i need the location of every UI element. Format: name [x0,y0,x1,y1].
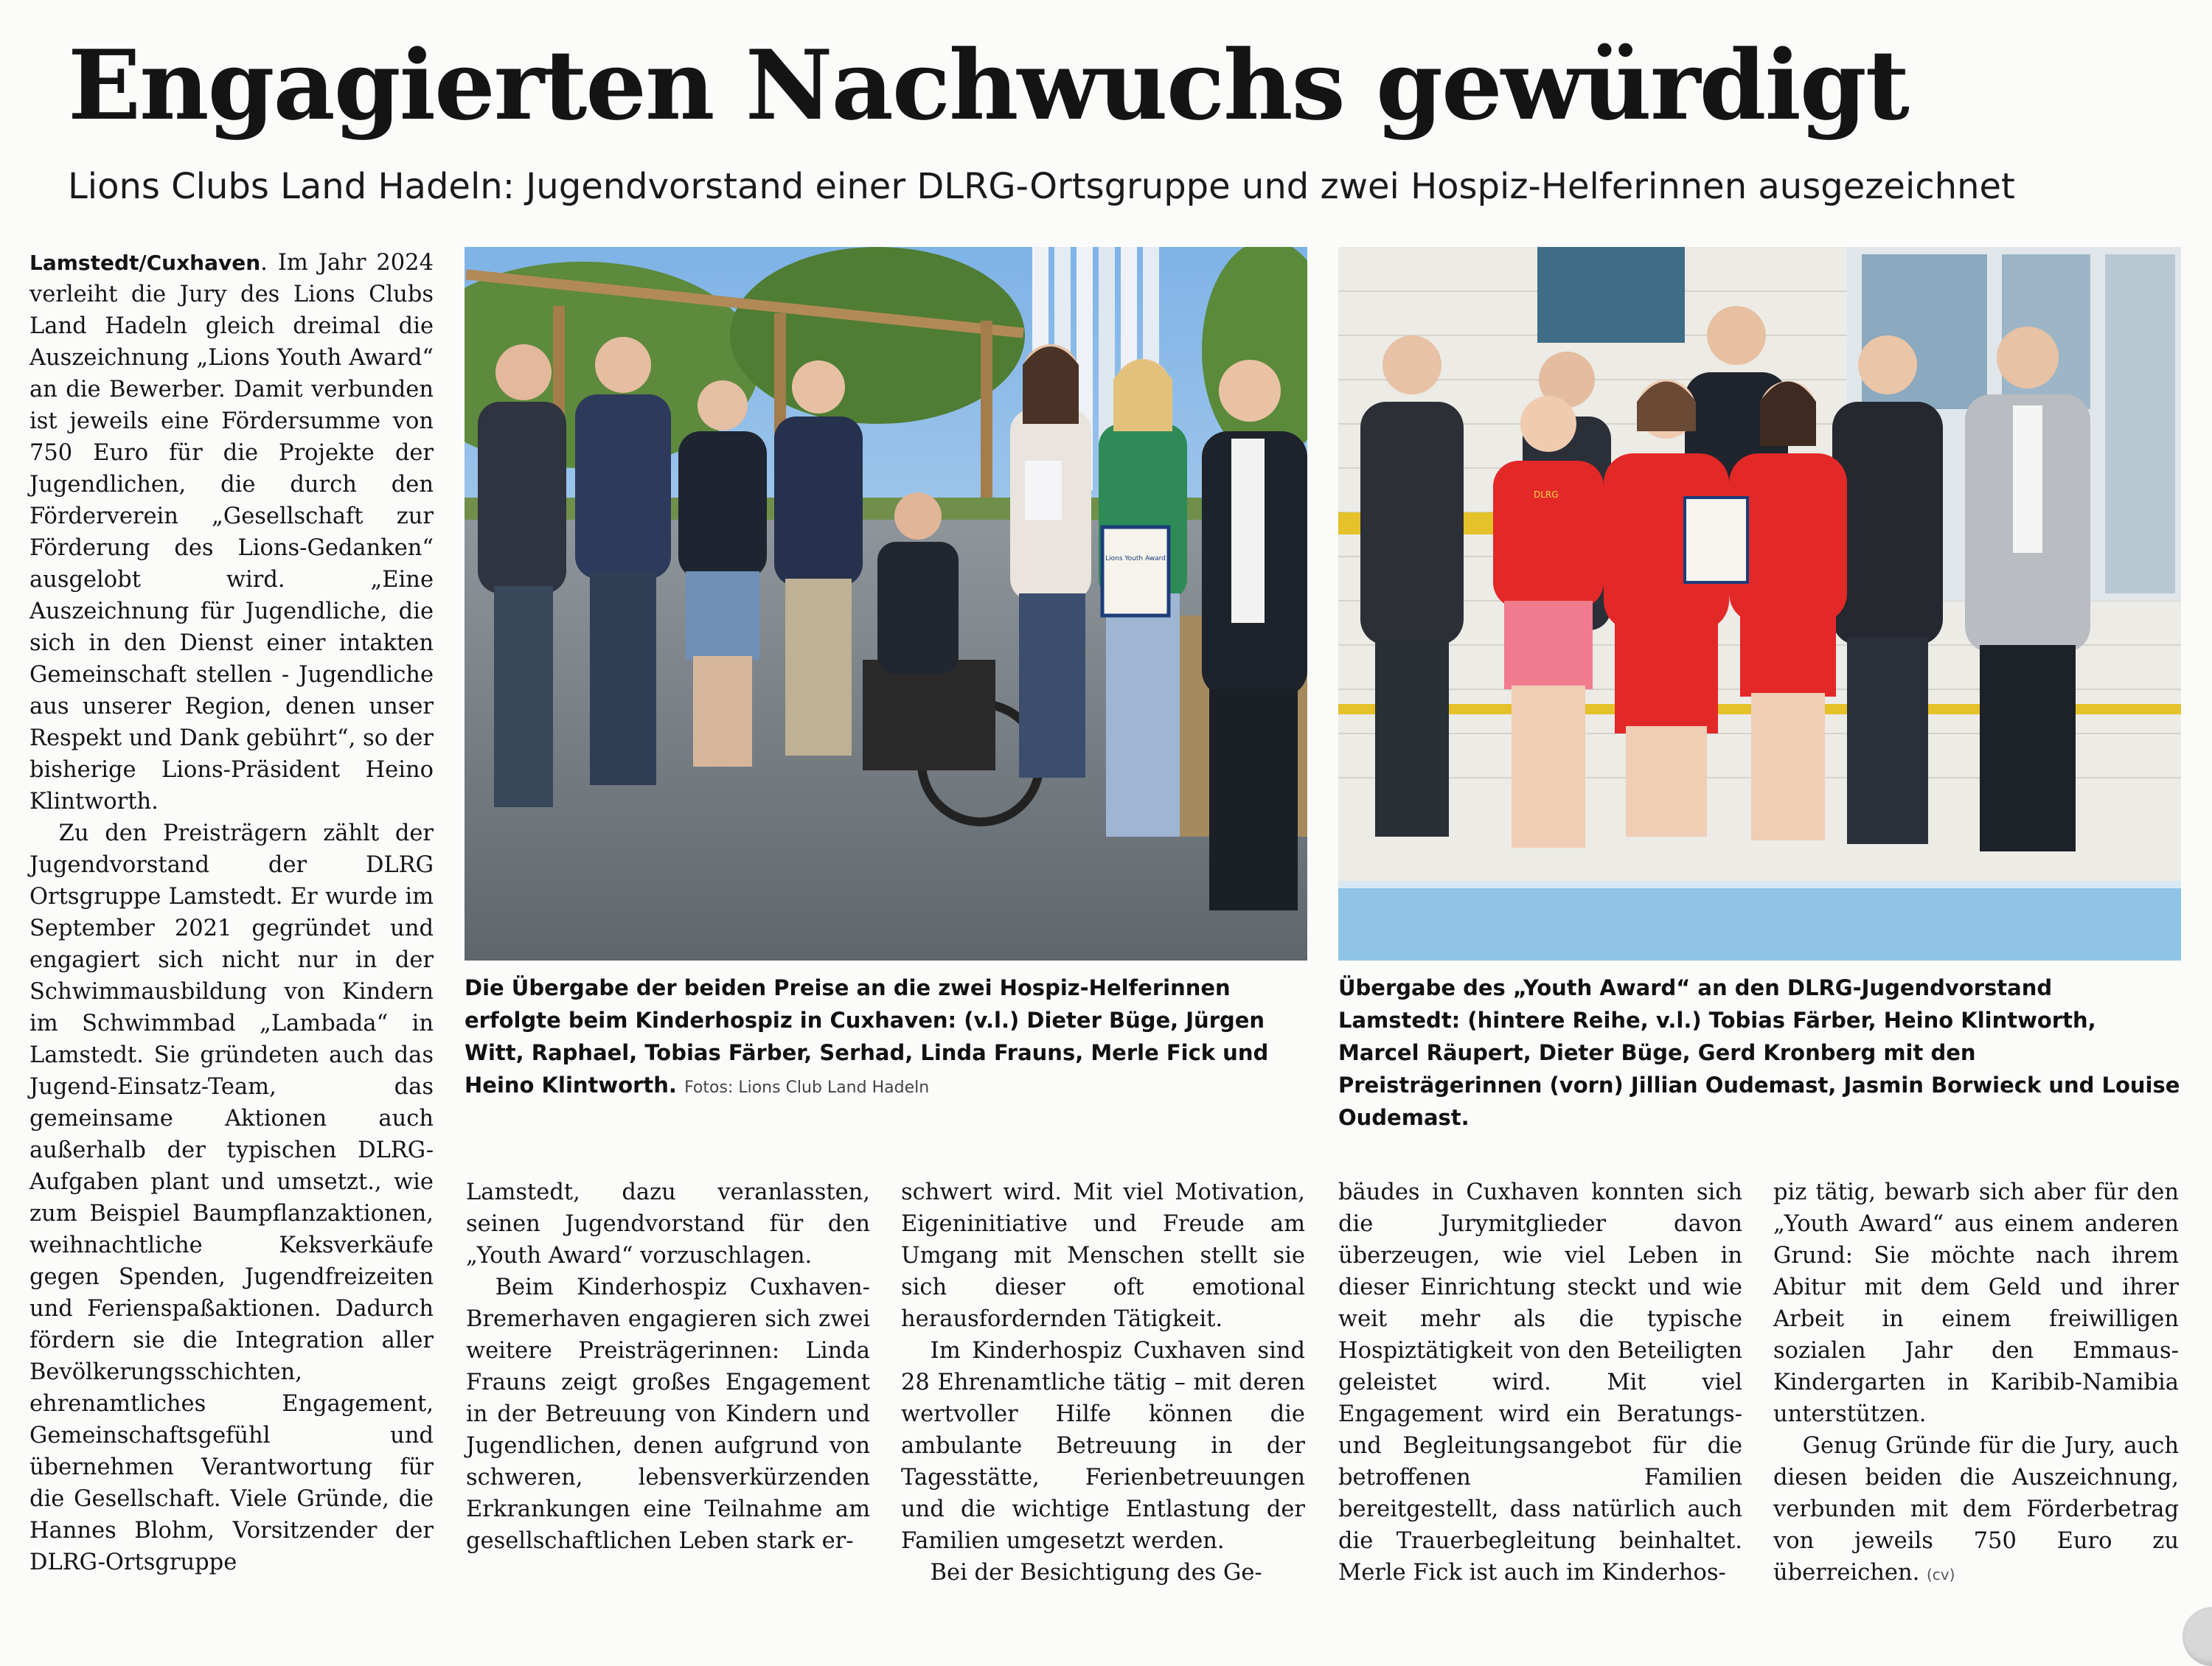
paragraph [29,247,434,818]
photo-hospiz-award [465,247,1307,961]
paragraph-text: . Im Jahr 2024 verleiht die Jury des Lions Clubs Land Hadeln gleich dreimal die Auszeichnung „Lions Youth Award“ an die Bewerber. Damit verbunden ist jeweils eine Fördersumme von 750 Euro für die Projekte der Jugendlichen, die durch den Förderverein „Gesellschaft zur Förderung des Lions-Gedanken“ ausgelobt wird. „Eine Auszeichnung für Jugendliche, die sich in den Dienst einer intakten Gemeinschaft stellen - Jugendliche aus unserer Region, denen unser Respekt und Dank gebührt“, so der bisherige Lions-Präsident Heino Klintworth. [29,250,434,815]
paragraph: Beim Kinderhospiz Cuxhaven-Bremerhaven engagieren sich zwei weitere Preisträgerinnen: Linda Frauns zeigt großes Engagement in der Betreuung von Kindern und Jugendlichen, denen aufgrund von schweren, lebensverkürzenden Erkrankungen eine Teilnahme am gesellschaftlichen Leben stark er- [466,1275,870,1554]
paragraph: schwert wird. Mit viel Motivation, Eigeninitiative und Freude am Umgang mit Menschen stellt sie sich dieser oft emotional herausfordernden Tätigkeit. [901,1179,1305,1332]
dateline: Lamstedt/Cuxhaven [29,251,261,275]
photo-dlrg-award-image [1338,247,2181,961]
photo-credit: Fotos: Lions Club Land Hadeln [684,1078,930,1097]
paragraph: Im Kinderhospiz Cuxhaven sind 28 Ehrenamtliche tätig – mit deren wertvoller Hilfe können die ambulante Betreuung in der Tagesstätte, Ferienbetreuungen und die wichtige Entlastung der Familien umgesetzt werden. [901,1338,1305,1554]
paragraph: piz tätig, bewarb sich aber für den „Youth Award“ aus einem anderen Grund: Sie möchte nach ihrem Abitur mit dem Geld und ihrer Arbeit in einem freiwilligen sozialen Jahr den Emmaus-Kindergarten in Karibib-Namibia unterstützen. [1773,1179,2179,1427]
paragraph [1773,1430,2179,1591]
photo-caption-1 [465,972,1307,1104]
certificate-text: Lions Youth Award [1105,555,1166,562]
subheadline: Lions Clubs Land Hadeln: Jugendvorstand einer DLRG-Ortsgruppe und zwei Hospiz-Helferinnen ausgezeichnet [68,166,2015,207]
article-column-5 [1773,1177,2179,1591]
article-column-2 [466,1177,870,1557]
shirt-text-left: DLRG [1534,489,1559,500]
article-column-4 [1338,1177,1742,1589]
author-initials: (cv) [1927,1566,1955,1583]
article-column-3 [901,1177,1305,1589]
paragraph: bäudes in Cuxhaven konnten sich die Jurymitglieder davon überzeugen, wie viel Leben in dieser Einrichtung steckt und wie weit mehr als die typische Hospiztätigkeit von den Beteiligten geleistet wird. Mit viel Engagement wird ein Beratungs- und Begleitungsangebot für die betroffenen Familien bereitgestellt, dass natürlich auch die Trauerbegleitung beinhaltet. Merle Fick ist auch im Kinderhos- [1338,1179,1742,1586]
paragraph: Zu den Preisträgern zählt der Jugendvorstand der DLRG Ortsgruppe Lamstedt. Er wurde im September 2021 gegründet und engagiert sich nicht nur in der Schwimmausbildung von Kindern im Schwimmbad „Lambada“ in Lamstedt. Sie gründeten auch das Jugend-Einsatz-Team, das gemeinsame Aktionen auch außerhalb der typischen DLRG-Aufgaben plant und umsetzt., wie zum Beispiel Baumpflanzaktionen, weihnachtliche Keksverkäufe gegen Spenden, Jugendfreizeiten und Ferienspaßaktionen. Dadurch fördern sie die Integration aller Bevölkerungsschichten, ehrenamtliches Engagement, Gemeinschaftsgefühl und übernehmen Verantwortung für die Gesellschaft. Viele Gründe, die Hannes Blohm, Vorsitzender der DLRG-Ortsgruppe [29,820,434,1575]
photo-hospiz-award-image [465,247,1307,961]
caption-text: Die Übergabe der beiden Preise an die zwei Hospiz-Helferinnen erfolgte beim Kinderhospiz in Cuxhaven: (v.l.) Dieter Büge, Jürgen Witt, Raphael, Tobias Färber, Serhad, Linda Frauns, Merle Fick und Heino Klintworth. [465,975,1269,1098]
paragraph: Lamstedt, dazu veranlassten, seinen Jugendvorstand für den „Youth Award“ vorzuschlagen. [466,1179,870,1269]
page-curl-icon[interactable] [2183,1607,2212,1666]
headline: Engagierten Nachwuchs gewürdigt [68,29,1908,142]
photo-caption-2: Übergabe des „Youth Award“ an den DLRG-Jugendvorstand Lamstedt: (hintere Reihe, v.l.) Tobias Färber, Heino Klintworth, Marcel Räupert, Dieter Büge, Gerd Kronberg mit den Preisträgerinnen (vorn) Jillian Oudemast, Jasmin Borwieck und Louise Oudemast. [1338,975,2180,1130]
article-column-1 [29,247,434,1578]
paragraph: Bei der Besichtigung des Ge- [930,1560,1262,1586]
paragraph-text: Genug Gründe für die Jury, auch diesen beiden die Auszeichnung, verbunden mit dem Förderbetrag von jeweils 750 Euro zu überreichen. [1773,1433,2179,1586]
photo-dlrg-award [1338,247,2181,961]
